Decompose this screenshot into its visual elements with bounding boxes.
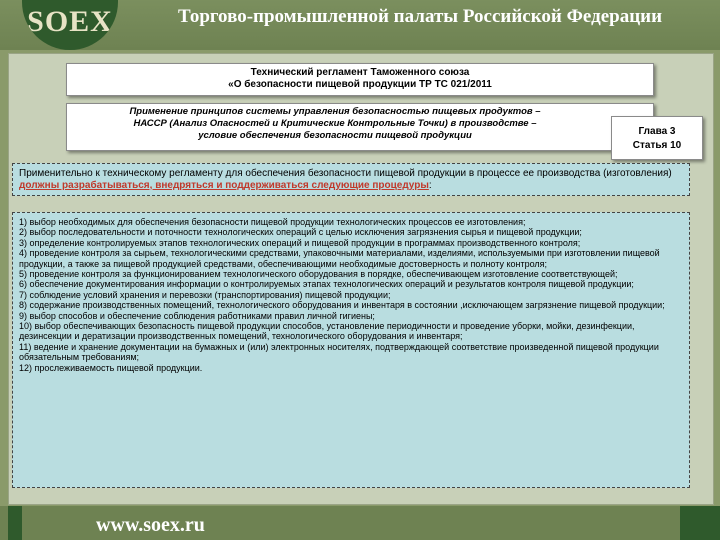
intro-text: Применительно к техническому регламенту для обеспечения безопасности пищевой продукции в процессе ее производства (изготовления) — [19, 168, 672, 179]
procedure-item: 11) ведение и хранение документации на бумажных и (или) электронных носителях, подтверждающей соответствие произведенной пищевой продукции обязательным требованиям; — [19, 341, 659, 363]
header-title: Торгово-промышленной палаты Российской Федерации — [178, 6, 663, 27]
procedure-item: 10) выбор обеспечивающих безопасность пищевой продукции способов, установление периодичности и проведение уборки, мойки, дезинфекции, дезинсекции и дератизации производственных помещений, технологического оборудования и инвентаря; — [19, 321, 635, 342]
footer-bar — [0, 506, 720, 540]
procedures-box — [12, 212, 690, 488]
procedure-item: 12) прослеживаемость пищевой продукции. — [19, 362, 203, 373]
procedure-item: 9) выбор способов и обеспечение соблюдения работниками правил личной гигиены; — [19, 310, 375, 321]
haccp-line-1: Применение принципов системы управления безопасностью пищевых продуктов – — [129, 106, 541, 117]
intro-end: : — [428, 180, 432, 191]
regulation-box — [66, 63, 654, 96]
procedure-item: 5) проведение контроля за функционированием технологического оборудования в порядке, обеспечивающем изготовление соответствующей; — [19, 269, 618, 280]
regulation-line-2: «О безопасности пищевой продукции ТР ТС 021/2011 — [228, 79, 492, 90]
footer-corner-left — [8, 506, 22, 540]
haccp-line-2: НАССР (Анализ Опасностей и Критические Контрольные Точки) в производстве – — [133, 118, 537, 129]
procedure-item: 6) обеспечение документирования информации о контролируемых этапах технологических операций и результатов контроля пищевой продукции; — [19, 279, 634, 290]
procedure-item: 1) выбор необходимых для обеспечения безопасности пищевой продукции технологических процессов ее изготовления; — [19, 217, 526, 227]
procedure-item: 2) выбор последовательности и поточности технологических операций с целью исключения загрязнения сырья и пищевой продукции; — [19, 227, 582, 238]
header-bar — [0, 0, 720, 50]
haccp-box — [66, 103, 654, 151]
footer-corner-right — [680, 506, 720, 540]
procedure-item: 8) содержание производственных помещений, технологического оборудования и инвентаря в состоянии ,исключающем загрязнение пищевой продукции; — [19, 300, 665, 311]
procedure-item: 3) определение контролируемых этапов технологических операций и пищевой продукции в программах производственного контроля; — [19, 237, 581, 248]
footer-url-link[interactable]: www.soex.ru — [96, 514, 205, 536]
procedure-item: 7) соблюдение условий хранения и перевозки (транспортирования) пищевой продукции; — [19, 289, 391, 300]
article-label: Статья 10 — [632, 140, 682, 151]
chapter-label: Глава 3 — [638, 126, 676, 137]
haccp-line-3: условие обеспечения безопасности пищевой продукции — [198, 130, 472, 141]
intro-highlight: должны разрабатываться, внедряться и поддерживаться следующие процедуры — [19, 180, 429, 191]
logo-text: SOEX — [27, 5, 113, 38]
regulation-line-1: Технический регламент Таможенного союза — [250, 67, 470, 78]
procedure-item: 4) проведение контроля за сырьем, технологическими средствами, упаковочными материалами, изделиями, используемыми при изготовлении пищевой продукции, а также за пищевой продукцией средствами, обеспечивающими необходимые достоверность и полноту контроля; — [19, 248, 660, 269]
soex-logo — [22, 0, 118, 50]
chapter-box — [611, 116, 703, 160]
intro-box — [12, 163, 690, 196]
